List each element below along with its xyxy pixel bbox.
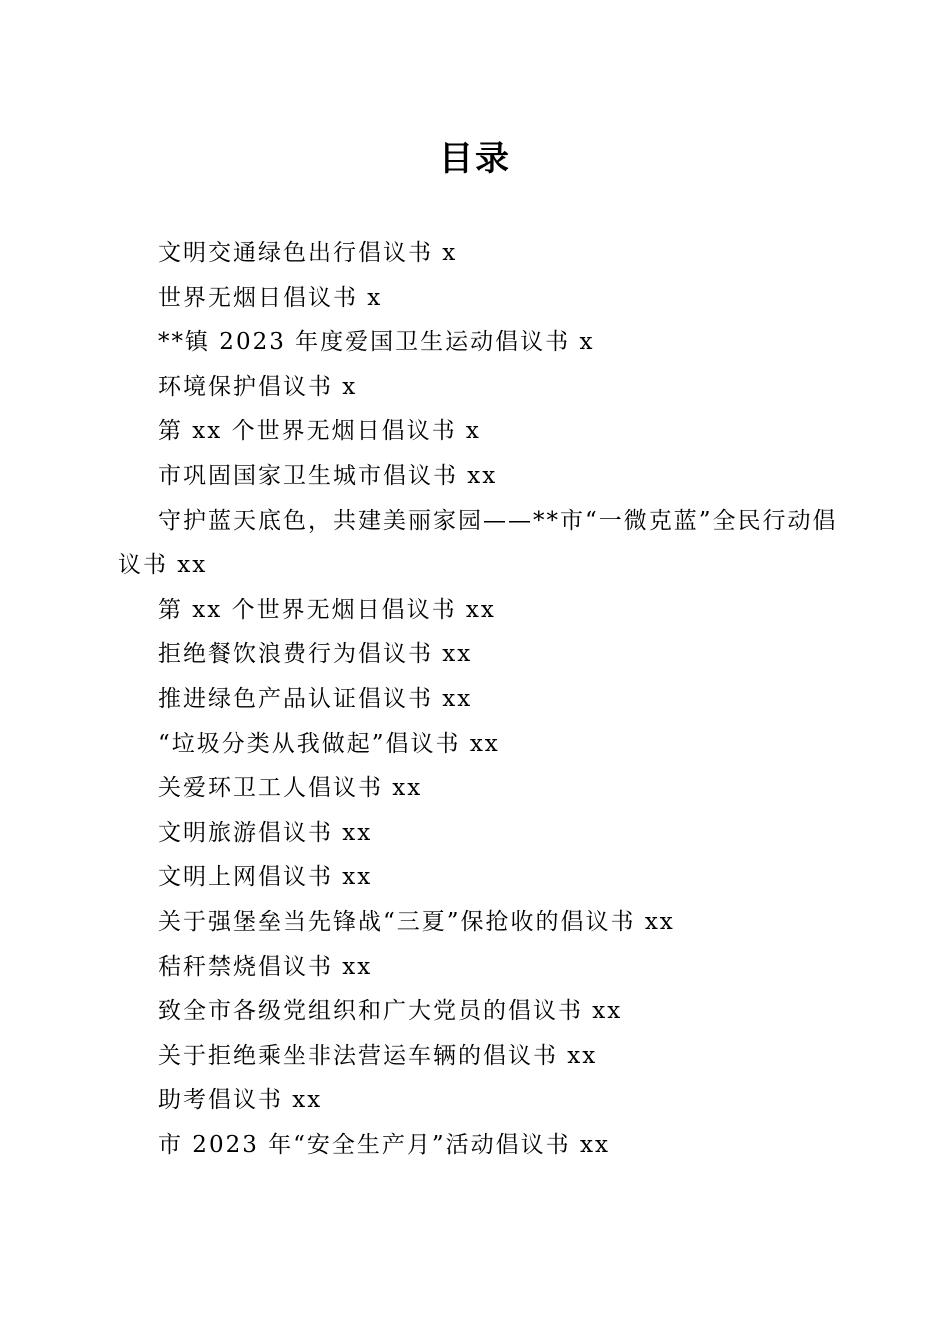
toc-entry: 文明交通绿色出行倡议书 x — [158, 240, 458, 266]
page-title: 目录 — [439, 139, 511, 179]
toc-entry: 文明旅游倡议书 xx — [158, 819, 373, 846]
toc-entry: 市 2023 年“安全生产月”活动倡议书 xx — [158, 1131, 610, 1158]
toc-entry: 推进绿色产品认证倡议书 xx — [158, 685, 473, 712]
toc-entry: 关爱环卫工人倡议书 xx — [158, 775, 423, 802]
toc-entry: 关于强堡垒当先锋战“三夏”保抢收的倡议书 xx — [158, 908, 675, 935]
toc-entry: 市巩固国家卫生城市倡议书 xx — [158, 462, 498, 489]
toc-entry: 助考倡议书 xx — [158, 1087, 323, 1114]
toc-entry: 致全市各级党组织和广大党员的倡议书 xx — [158, 998, 623, 1025]
toc-entry: **镇 2023 年度爱国卫生运动倡议书 x — [158, 329, 595, 356]
toc-entry: 秸秆禁烧倡议书 xx — [158, 953, 373, 980]
toc-entry: 世界无烟日倡议书 x — [158, 284, 383, 311]
toc-entry: 文明上网倡议书 xx — [158, 864, 373, 891]
toc-entry: “垃圾分类从我做起”倡议书 xx — [158, 730, 500, 757]
toc-entry: 拒绝餐饮浪费行为倡议书 xx — [158, 641, 473, 668]
toc-entry: 关于拒绝乘坐非法营运车辆的倡议书 xx — [158, 1042, 598, 1069]
toc-entry: 守护蓝天底色，共建美丽家园——**市“一微克蓝”全民行动倡议书 xx — [118, 507, 838, 579]
toc-entry: 环境保护倡议书 x — [158, 373, 358, 400]
table-of-contents — [118, 231, 838, 1167]
toc-entry: 第 xx 个世界无烟日倡议书 x — [158, 418, 481, 445]
toc-entry: 第 xx 个世界无烟日倡议书 xx — [158, 596, 496, 623]
